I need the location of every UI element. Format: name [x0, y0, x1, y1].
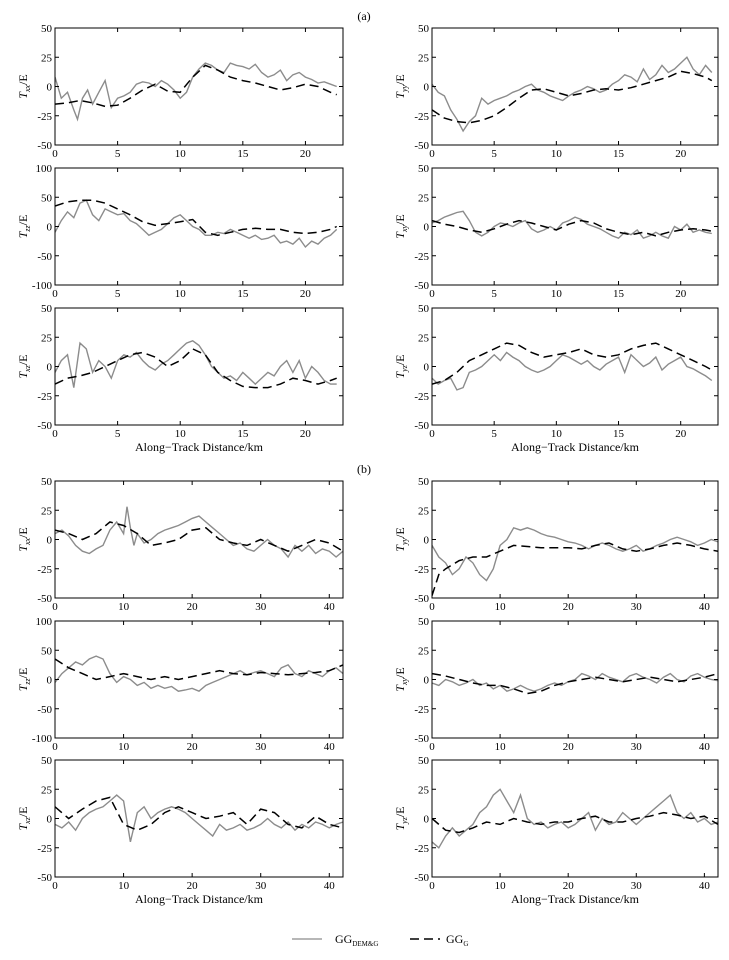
series-line-gg-g-b-xy — [432, 674, 718, 694]
series-line-gg-dem-g-a-xy — [432, 211, 712, 238]
x-tick-label: 0 — [52, 428, 58, 440]
y-tick-label: 0 — [46, 813, 52, 826]
y-tick-label: 25 — [41, 505, 52, 518]
x-tick-label: 30 — [255, 601, 267, 613]
x-tick-label: 0 — [429, 880, 435, 892]
y-axis-label-b-zz: $T_{zz}/E$ — [16, 667, 32, 692]
y-tick-label: -25 — [37, 563, 52, 576]
x-tick-label: 40 — [323, 741, 335, 753]
x-tick-label: 10 — [494, 741, 506, 753]
y-axis-label-b-yz: $T_{yz}/E$ — [393, 806, 409, 831]
series-line-gg-dem-g-b-xz — [55, 795, 343, 842]
y-tick-label: 25 — [418, 505, 429, 518]
y-tick-label: -25 — [37, 110, 52, 123]
x-tick-label: 10 — [550, 148, 562, 160]
y-axis-label-b-xy: $T_{xy}/E$ — [393, 667, 409, 692]
x-tick-label: 0 — [429, 601, 435, 613]
axes-frame-b-yz — [432, 760, 718, 877]
x-tick-label: 20 — [675, 428, 687, 440]
x-tick-label: 5 — [491, 428, 497, 440]
y-tick-label: 0 — [46, 674, 52, 687]
y-tick-label: -50 — [414, 280, 429, 292]
axes-frame-b-yy — [432, 481, 718, 598]
y-tick-label: 0 — [46, 81, 52, 94]
x-tick-label: 10 — [494, 880, 506, 892]
x-tick-label: 0 — [52, 741, 58, 753]
series-line-gg-dem-g-a-xz — [55, 341, 337, 388]
y-tick-label: 0 — [423, 221, 429, 234]
x-tick-label: 5 — [114, 288, 121, 300]
series-line-gg-g-b-yy — [432, 543, 718, 596]
y-tick-label: -50 — [37, 593, 52, 605]
x-tick-label: 40 — [698, 601, 710, 613]
y-axis-label-b-yy: $T_{yy}/E$ — [393, 527, 409, 552]
axes-frame-b-xx — [55, 481, 343, 598]
subplot-a-yz — [393, 303, 718, 454]
axes-frame-b-xz — [55, 760, 343, 877]
series-line-gg-dem-g-b-yy — [432, 528, 718, 581]
x-tick-label: 20 — [562, 741, 574, 753]
x-tick-label: 10 — [174, 428, 186, 440]
subplot-b-yz — [393, 755, 718, 906]
y-tick-label: 100 — [35, 616, 52, 628]
y-tick-label: -25 — [414, 563, 429, 576]
x-tick-label: 0 — [52, 601, 58, 613]
y-tick-label: 50 — [41, 645, 52, 658]
y-tick-label: -25 — [414, 110, 429, 123]
y-axis-label-a-yz: $T_{yz}/E$ — [393, 354, 409, 379]
y-tick-label: -25 — [37, 842, 52, 855]
axes-frame-a-yz — [432, 308, 718, 425]
x-tick-label: 30 — [255, 880, 267, 892]
x-tick-label: 15 — [237, 428, 249, 440]
y-tick-label: -50 — [414, 733, 429, 745]
axes-frame-a-yy — [432, 28, 718, 145]
subplot-b-yy — [393, 476, 718, 613]
y-tick-label: -25 — [414, 842, 429, 855]
y-tick-label: 0 — [46, 361, 52, 374]
x-tick-label: 20 — [562, 601, 574, 613]
y-tick-label: -50 — [414, 872, 429, 884]
series-line-gg-dem-g-a-yy — [432, 57, 712, 131]
series-line-gg-g-a-zz — [55, 200, 337, 235]
y-axis-label-a-xx: $T_{xx}/E$ — [16, 74, 32, 99]
y-tick-label: 50 — [418, 163, 429, 175]
y-tick-label: 0 — [423, 813, 429, 826]
x-axis-label-b-xz: Along−Track Distance/km — [135, 892, 263, 906]
x-tick-label: 40 — [323, 601, 335, 613]
y-tick-label: -50 — [37, 872, 52, 884]
y-axis-label-a-yy: $T_{yy}/E$ — [393, 74, 409, 99]
y-tick-label: 25 — [418, 784, 429, 797]
y-tick-label: 50 — [418, 476, 429, 488]
x-tick-label: 0 — [52, 880, 58, 892]
y-tick-label: 25 — [418, 192, 429, 205]
axes-frame-a-zz — [55, 168, 343, 285]
y-tick-label: 50 — [418, 23, 429, 35]
x-tick-label: 15 — [613, 288, 625, 300]
y-tick-label: 50 — [418, 303, 429, 315]
subplot-b-xx — [16, 476, 343, 613]
subplot-b-zz — [16, 616, 343, 753]
axes-frame-a-xz — [55, 308, 343, 425]
y-axis-label-a-xz: $T_{xz}/E$ — [16, 354, 32, 379]
x-tick-label: 0 — [52, 148, 58, 160]
x-axis-label-a-xz: Along−Track Distance/km — [135, 440, 263, 454]
subplot-a-yy — [393, 23, 718, 160]
x-tick-label: 10 — [550, 428, 562, 440]
x-tick-label: 0 — [429, 288, 435, 300]
x-tick-label: 20 — [675, 148, 687, 160]
x-tick-label: 15 — [237, 148, 249, 160]
legend — [292, 932, 468, 948]
subplot-b-xz — [16, 755, 343, 906]
subplot-a-xy — [393, 163, 718, 300]
y-tick-label: 25 — [41, 784, 52, 797]
x-tick-label: 15 — [613, 148, 625, 160]
y-tick-label: 50 — [418, 755, 429, 767]
x-tick-label: 10 — [174, 148, 186, 160]
y-tick-label: -25 — [414, 703, 429, 716]
series-line-gg-g-b-yz — [432, 813, 718, 833]
x-tick-label: 5 — [114, 428, 121, 440]
x-tick-label: 20 — [675, 288, 687, 300]
y-tick-label: 50 — [41, 23, 52, 35]
x-tick-label: 15 — [613, 428, 625, 440]
x-tick-label: 20 — [562, 880, 574, 892]
y-tick-label: -50 — [37, 250, 52, 263]
y-tick-label: -100 — [31, 280, 52, 292]
subplot-a-zz — [16, 163, 343, 300]
y-tick-label: -100 — [31, 733, 52, 745]
y-tick-label: 100 — [35, 163, 52, 175]
y-axis-label-a-zz: $T_{zz}/E$ — [16, 214, 32, 239]
series-line-gg-dem-g-b-yz — [432, 789, 718, 848]
subplot-a-xx — [16, 23, 343, 160]
x-tick-label: 10 — [494, 601, 506, 613]
x-tick-label: 15 — [237, 288, 249, 300]
y-tick-label: 25 — [41, 52, 52, 65]
series-line-gg-dem-g-b-xy — [432, 674, 718, 692]
series-line-gg-dem-g-a-zz — [55, 200, 337, 247]
y-tick-label: -25 — [414, 390, 429, 403]
x-tick-label: 5 — [491, 148, 497, 160]
y-tick-label: 0 — [423, 534, 429, 547]
x-tick-label: 30 — [630, 601, 642, 613]
x-tick-label: 10 — [118, 741, 130, 753]
x-tick-label: 20 — [299, 288, 311, 300]
y-tick-label: 0 — [423, 361, 429, 374]
y-axis-label-b-xx: $T_{xx}/E$ — [16, 527, 32, 552]
subplot-b-xy — [393, 616, 718, 753]
x-tick-label: 5 — [491, 288, 497, 300]
y-tick-label: -50 — [414, 140, 429, 152]
panel-a-label: (a) — [357, 9, 371, 23]
y-tick-label: 50 — [41, 755, 52, 767]
x-tick-label: 10 — [550, 288, 562, 300]
legend-label-dem: $GG_{DEM\&G}$ — [335, 932, 379, 948]
y-axis-label-b-xz: $T_{xz}/E$ — [16, 806, 32, 831]
x-tick-label: 30 — [630, 741, 642, 753]
x-tick-label: 30 — [255, 741, 267, 753]
y-tick-label: -50 — [37, 140, 52, 152]
y-tick-label: 25 — [418, 332, 429, 345]
legend-label-g: $GG_G$ — [446, 932, 469, 948]
x-tick-label: 10 — [118, 880, 130, 892]
y-tick-label: 50 — [41, 303, 52, 315]
x-tick-label: 0 — [429, 428, 435, 440]
y-tick-label: -50 — [37, 420, 52, 432]
y-tick-label: -50 — [414, 420, 429, 432]
series-line-gg-g-a-yy — [432, 71, 712, 123]
x-tick-label: 20 — [186, 741, 198, 753]
x-tick-label: 20 — [299, 428, 311, 440]
panel-b-label: (b) — [357, 462, 371, 476]
y-tick-label: 50 — [41, 192, 52, 205]
x-tick-label: 20 — [186, 601, 198, 613]
y-tick-label: 50 — [418, 616, 429, 628]
y-tick-label: -25 — [37, 390, 52, 403]
x-tick-label: 0 — [52, 288, 58, 300]
x-tick-label: 40 — [323, 880, 335, 892]
y-tick-label: 25 — [418, 645, 429, 658]
y-tick-label: 0 — [46, 534, 52, 547]
y-tick-label: -50 — [37, 703, 52, 716]
y-tick-label: 50 — [41, 476, 52, 488]
y-tick-label: -50 — [414, 593, 429, 605]
subplot-a-xz — [16, 303, 343, 454]
x-tick-label: 40 — [698, 741, 710, 753]
x-tick-label: 0 — [429, 148, 435, 160]
y-tick-label: 25 — [418, 52, 429, 65]
x-tick-label: 10 — [118, 601, 130, 613]
x-tick-label: 5 — [114, 148, 121, 160]
x-tick-label: 10 — [174, 288, 186, 300]
x-axis-label-b-yz: Along−Track Distance/km — [511, 892, 639, 906]
y-axis-label-a-xy: $T_{xy}/E$ — [393, 214, 409, 239]
series-line-gg-g-a-xx — [55, 65, 337, 106]
x-axis-label-a-yz: Along−Track Distance/km — [511, 440, 639, 454]
x-tick-label: 20 — [186, 880, 198, 892]
y-tick-label: 0 — [423, 674, 429, 687]
series-line-gg-g-b-xx — [55, 522, 343, 551]
y-tick-label: 25 — [41, 332, 52, 345]
x-tick-label: 0 — [429, 741, 435, 753]
x-tick-label: 30 — [630, 880, 642, 892]
y-tick-label: -25 — [414, 250, 429, 263]
y-tick-label: 0 — [423, 81, 429, 94]
y-tick-label: 0 — [46, 221, 52, 234]
series-line-gg-dem-g-a-xx — [55, 63, 337, 119]
x-tick-label: 40 — [698, 880, 710, 892]
x-tick-label: 20 — [299, 148, 311, 160]
